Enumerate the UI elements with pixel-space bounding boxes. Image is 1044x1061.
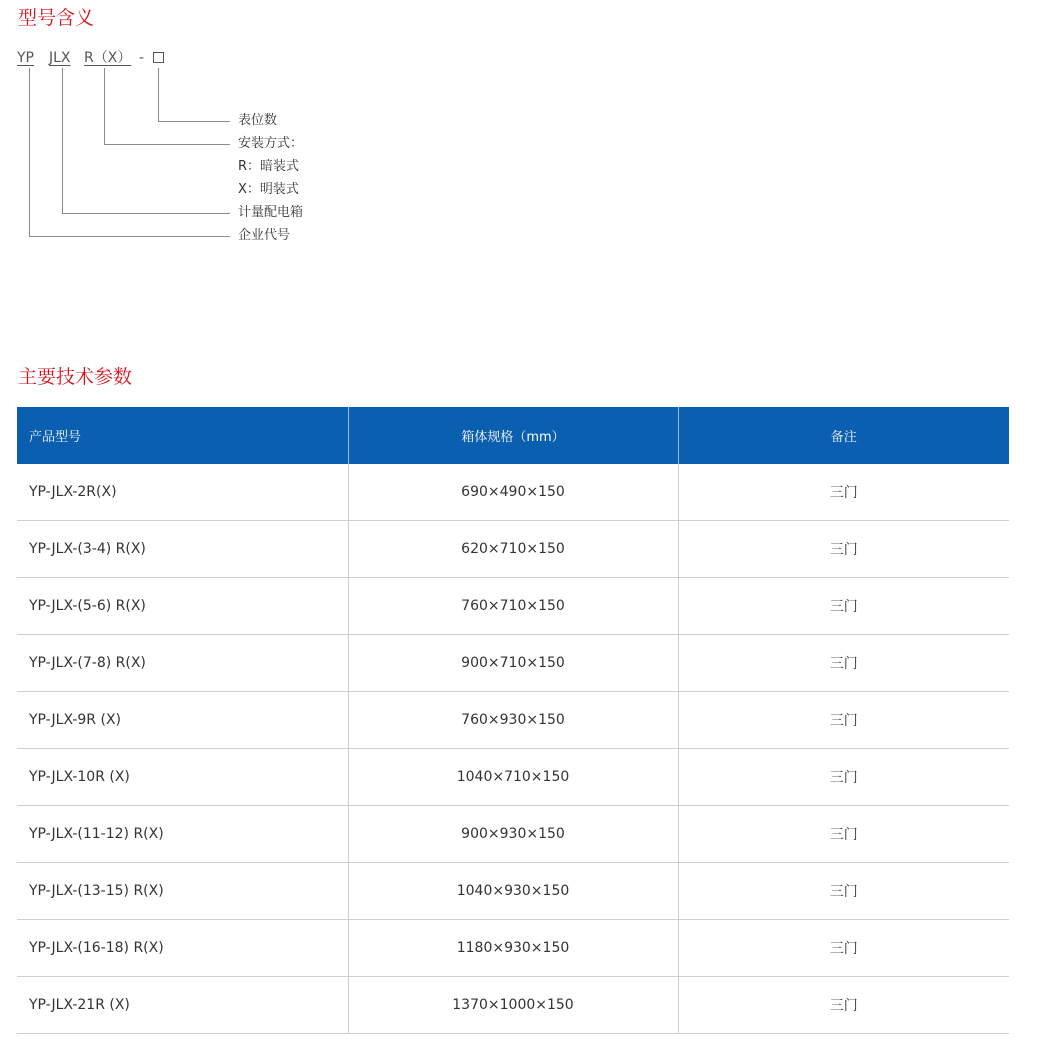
cell-model: YP-JLX-9R (X) [17,692,348,749]
cell-model: YP-JLX-(11-12) R(X) [17,806,348,863]
header-model: 产品型号 [17,407,348,464]
connector-company-v [29,68,30,236]
cell-remark: 三门 [678,635,1009,692]
cell-model: YP-JLX-(7-8) R(X) [17,635,348,692]
cell-remark: 三门 [678,977,1009,1034]
model-meaning-title: 型号含义 [18,7,95,29]
code-prefix: YP [17,50,34,66]
cell-model: YP-JLX-21R (X) [17,977,348,1034]
legend-company-code: 企业代号 [238,228,291,243]
table-row [17,920,1009,977]
placeholder-box-icon [153,52,164,63]
cell-model: YP-JLX-(5-6) R(X) [17,578,348,635]
code-open-paren: （ [93,50,108,66]
cell-size: 620×710×150 [348,521,678,578]
legend-meter-count: 表位数 [238,113,278,128]
table-row [17,863,1009,920]
code-mount-group [84,51,131,65]
specs-table [17,407,1009,1034]
legend-meter-box: 计量配电箱 [238,205,304,220]
code-count-placeholder [153,51,164,65]
connector-meter-count-h [158,121,230,122]
table-row [17,521,1009,578]
table-row [17,977,1009,1034]
table-header-row [17,407,1009,464]
connector-install-h [104,144,230,145]
cell-remark: 三门 [678,692,1009,749]
cell-model: YP-JLX-(16-18) R(X) [17,920,348,977]
cell-remark: 三门 [678,521,1009,578]
connector-meter-count-v [158,68,159,121]
cell-size: 1040×930×150 [348,863,678,920]
code-type: JLX [49,50,71,66]
cell-size: 1370×1000×150 [348,977,678,1034]
legend-install-method: 安装方式： [238,136,304,151]
cell-size: 900×930×150 [348,806,678,863]
header-size: 箱体规格（mm） [348,407,678,464]
cell-size: 1040×710×150 [348,749,678,806]
cell-model: YP-JLX-10R (X) [17,749,348,806]
cell-remark: 三门 [678,464,1009,521]
table-row [17,692,1009,749]
cell-remark: 三门 [678,749,1009,806]
header-remark: 备注 [678,407,1009,464]
cell-size: 760×710×150 [348,578,678,635]
table-row [17,806,1009,863]
legend-install-x: X：明装式 [238,182,299,197]
legend-install-r: R：暗装式 [238,159,300,174]
cell-size: 900×710×150 [348,635,678,692]
connector-company-h [29,236,230,237]
cell-size: 1180×930×150 [348,920,678,977]
connector-meter-box-h [62,213,230,214]
cell-remark: 三门 [678,863,1009,920]
cell-model: YP-JLX-(13-15) R(X) [17,863,348,920]
code-close-paren: ） [117,50,132,66]
table-row [17,749,1009,806]
code-dash: - [139,50,145,66]
code-mount-alt: X [107,50,118,66]
cell-remark: 三门 [678,578,1009,635]
cell-remark: 三门 [678,920,1009,977]
connector-meter-box-v [62,68,63,213]
table-row [17,464,1009,521]
cell-size: 760×930×150 [348,692,678,749]
cell-model: YP-JLX-(3-4) R(X) [17,521,348,578]
tech-params-title: 主要技术参数 [18,366,133,388]
cell-remark: 三门 [678,806,1009,863]
cell-model: YP-JLX-2R(X) [17,464,348,521]
cell-size: 690×490×150 [348,464,678,521]
connector-install-v [104,68,105,144]
table-row [17,578,1009,635]
table-row [17,635,1009,692]
code-mount: R [84,50,94,66]
